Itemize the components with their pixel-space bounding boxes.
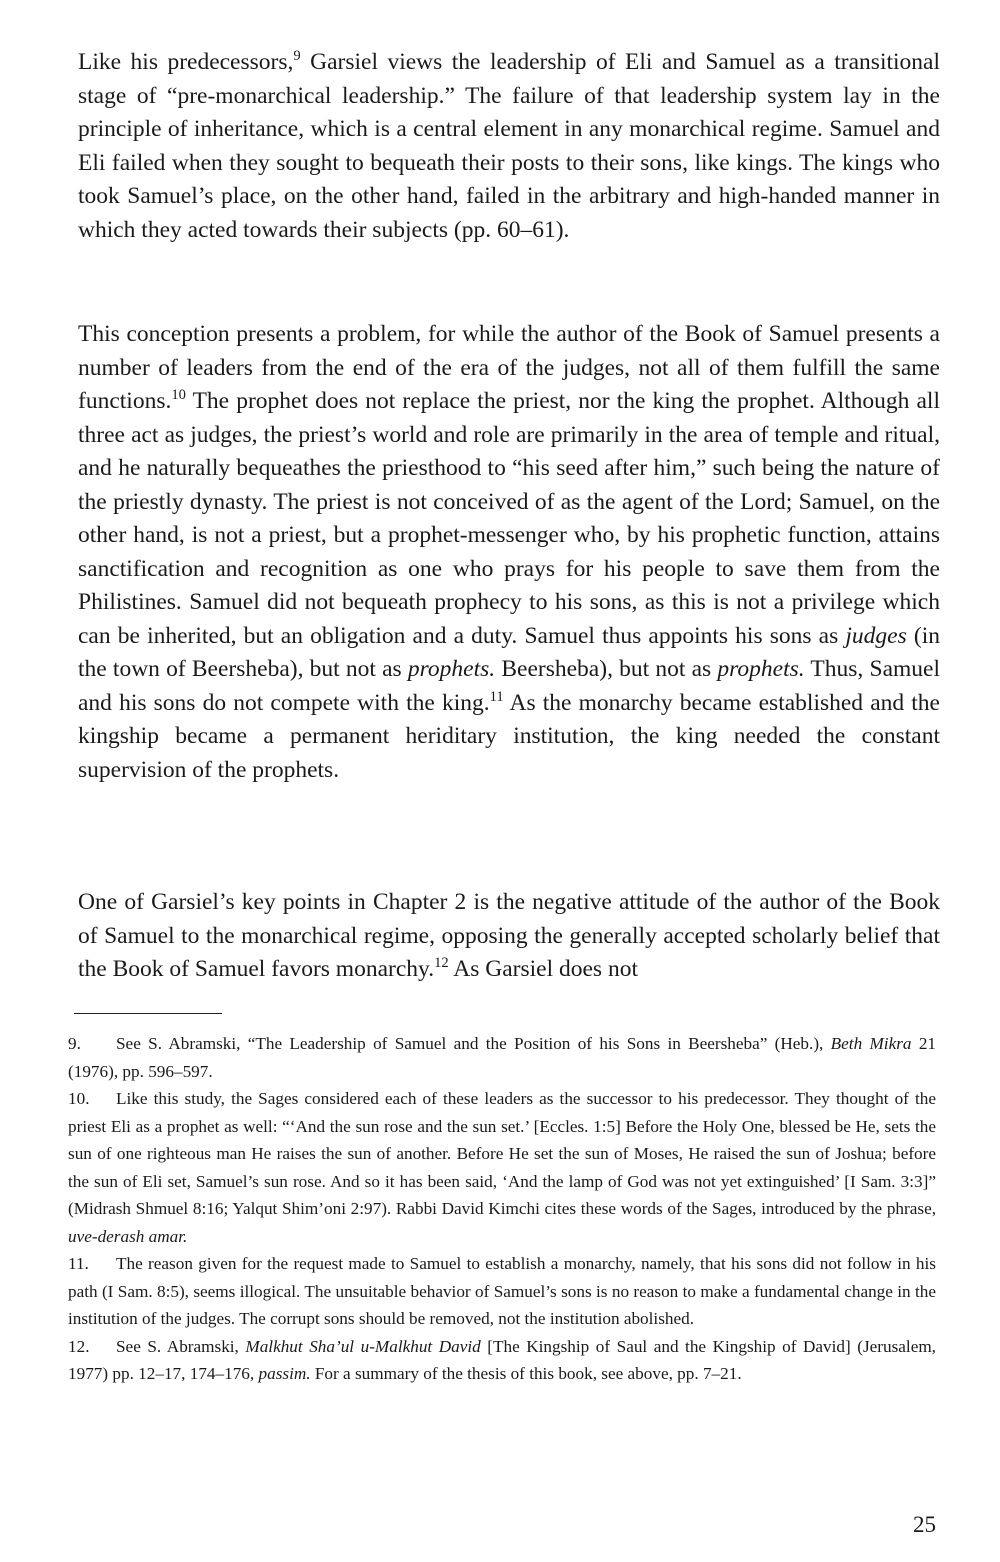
footnote-12 [68, 1333, 936, 1388]
footnote-11 [68, 1250, 936, 1333]
footnote-number: 11. [68, 1254, 89, 1273]
footnote-number: 10. [68, 1089, 90, 1108]
italic-term: passim. [258, 1364, 311, 1383]
footnotes [68, 1030, 936, 1388]
italic-term: uve-derash amar. [68, 1226, 188, 1246]
footnote-text: For a summary of the thesis of this book, see above, pp. 7–21. [310, 1364, 742, 1383]
footnote-ref-10: 10 [171, 387, 186, 404]
footnote-text: 21 (1976), pp. 596–597. [68, 1034, 937, 1081]
italic-term: prophets. [407, 656, 496, 682]
paragraph-1 [78, 46, 940, 247]
footnote-text: The reason given for the request made to Samuel to establish a monarchy, namely, that his sons did not follow in his path (I Sam. 8:5), seems illogical. The unsuitable behavior of Samuel’s sons is no reason to make a fundamental change in the institution of the judges. The corrupt sons should be removed, not the institution abolished. [68, 1254, 936, 1328]
italic-title: Beth Mikra [830, 1034, 912, 1053]
footnote-9 [68, 1030, 936, 1085]
paragraph-text: One of Garsiel’s key points in Chapter 2 is the negative attitude of the author of the Book of Samuel to the monarchical regime, opposing the generally accepted scholarly belief that the Book of Samuel favors monarchy. [78, 889, 940, 982]
footnote-text: See S. Abramski, [116, 1336, 246, 1356]
footnote-10 [68, 1085, 936, 1250]
italic-term: judges [845, 622, 907, 649]
footnote-number: 9. [68, 1034, 81, 1053]
paragraph-3 [78, 886, 940, 987]
footnote-text: See S. Abramski, “The Leadership of Samuel and the Position of his Sons in Beersheba” (Heb.), [116, 1034, 831, 1053]
italic-term: prophets. [717, 656, 805, 682]
paragraph-text: The prophet does not replace the priest, nor the king the prophet. Although all three act as judges, the priest’s world and role are primarily in the area of temple and ritual, and he naturally bequeathes the priesthood to “his seed after him,” such being the nature of the priestly dynasty. The priest is not conceived of as the agent of the Lord; Samuel, on the other hand, is not a priest, but a prophet-messenger who, by his prophetic function, attains sanctification and recognition as one who prays for his people to save them from the Philistines. Samuel did not bequeath prophecy to his sons, as this is not a privilege which can be inherited, but an obligation and a duty. Samuel thus appoints his sons as [78, 388, 940, 649]
paragraph-text: (in the town of Beersheba), but not as [78, 622, 940, 682]
footnote-divider [74, 1013, 222, 1014]
paragraph-text: Garsiel views the leadership of Eli and Samuel as a transitional stage of “pre-monarchical leadership.” The failure of that leadership system lay in the principle of inheritance, which is a central element in any monarchical regime. Samuel and Eli failed when they sought to bequeath their posts to their sons, like kings. The kings who took Samuel’s place, on the other hand, failed in the arbitrary and high-handed manner in which they acted towards their subjects (pp. 60–61). [78, 49, 940, 243]
paragraph-text: Thus, Samuel and his sons do not compete with the king. [78, 656, 940, 716]
italic-title: Malkhut Sha’ul u-Malkhut David [245, 1336, 481, 1356]
paragraph-2 [78, 318, 940, 787]
paragraph-text: Beersheba), but not as [495, 656, 718, 682]
footnote-ref-9: 9 [293, 48, 301, 65]
footnote-ref-11: 11 [489, 688, 504, 705]
footnote-number: 12. [68, 1336, 90, 1356]
paragraph-text: As Garsiel does not [448, 956, 638, 982]
page-number: 25 [913, 1512, 936, 1537]
footnote-text: Like this study, the Sages considered each of these leaders as the successor to his predecessor. They thought of the priest Eli as a prophet as well: “‘And the sun rose and the sun set.’ [Eccles. 1:5] Before the Holy One, blessed be He, sets the sun of one righteous man He raises the sun of another. Before He set the sun of Moses, He raised the sun of Joshua; before the sun of Eli set, Samuel’s sun rose. And so it has been said, ‘And the lamp of God was not yet extinguished’ [I Sam. 3:3]” (Midrash Shmuel 8:16; Yalqut Shim’oni 2:97). Rabbi David Kimchi cites these words of the Sages, introduced by the phrase, [68, 1089, 936, 1218]
footnote-text: [The Kingship of Saul and the Kingship of David] (Jerusalem, 1977) pp. 12–17, 174–176, [68, 1336, 936, 1383]
footnote-ref-12: 12 [434, 955, 449, 972]
paragraph-text: As the monarchy became established and the kingship became a permanent heriditary institution, the king needed the constant supervision of the prophets. [78, 689, 940, 783]
paragraph-text: Like his predecessors, [78, 49, 294, 75]
paragraph-text: This conception presents a problem, for while the author of the Book of Samuel presents a number of leaders from the end of the era of the judges, not all of them fulfill the same functions. [78, 321, 940, 414]
